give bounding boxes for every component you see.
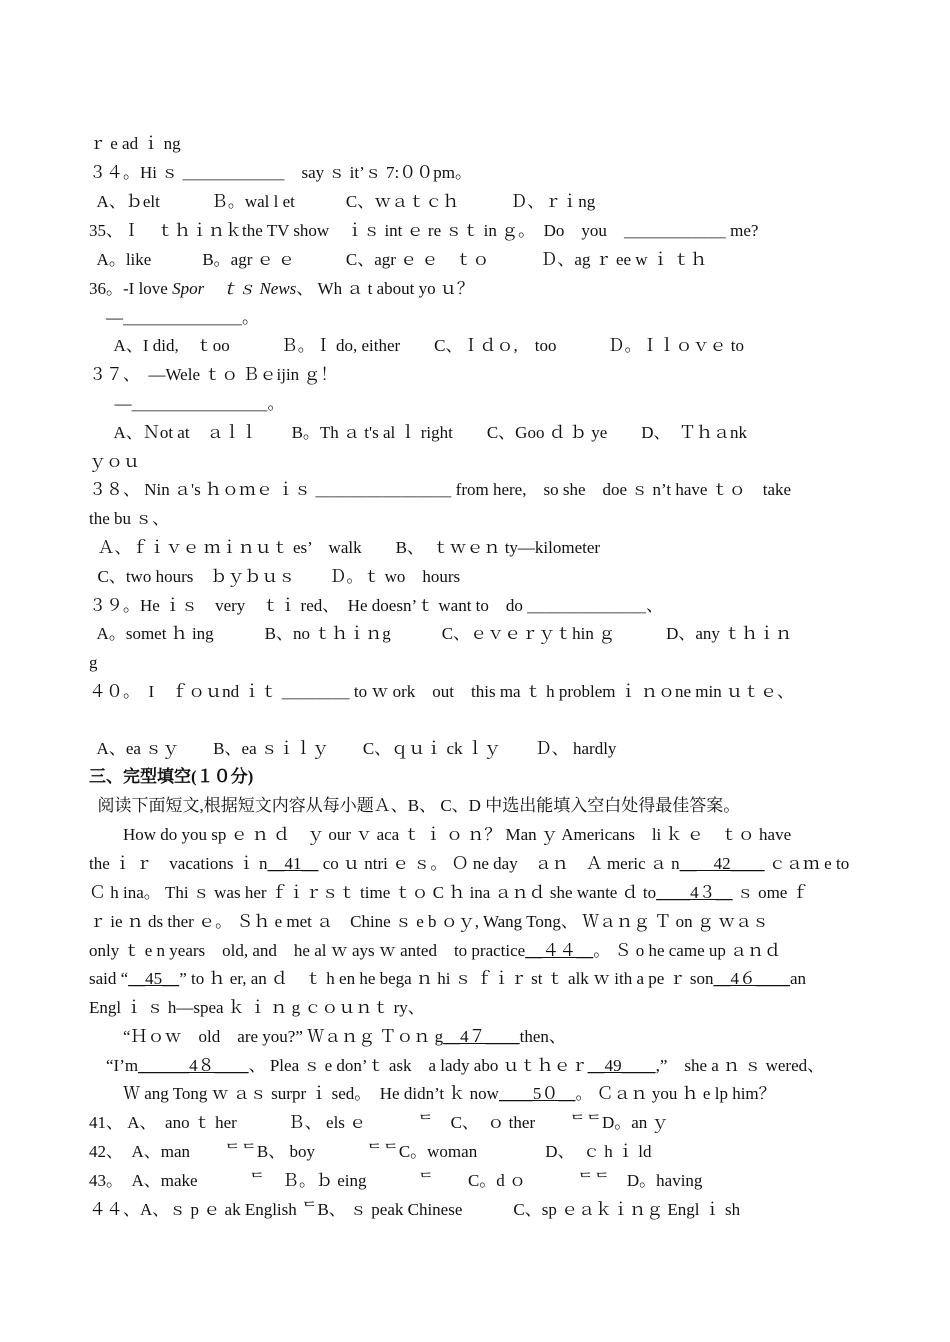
options-39: A。somet ｈ ing B、no ｔｈｉｎg C、ｅｖｅｒｙｔhin ｇ D、any ｔｈｉｎ [89,624,793,643]
options-38-cd: C、two hours ｂｙｂｕｓ Ｄ。ｔ wo hours [89,567,461,586]
question-38-cont: the bu ｓ、 [89,509,170,528]
question-37: ３７、 —Wele ｔｏ Ｂｅijin ｇ！ [89,365,338,384]
passage-text: ｃａｍ e to [764,854,850,873]
passage-line [89,853,849,875]
section-heading: 三、完型填空(１０分) [89,767,254,786]
passage-text: co ｕ ntri ｅ ｓ。 Ｏ ne day ａｎ Ａ meric ａ n [318,854,680,873]
passage-text: 。 Ｃａｎ you ｈ e lp him？ [575,1084,776,1103]
question-35: 35、Ｉ ｔｈｉｎｋthe TV show ｉｓ int ｅ re ｓｔ in ｇ。 Do you ＿＿＿＿＿＿ me? [89,221,759,240]
options-42: 42、 A、man ᄃᄃB、 boy ᄃᄃC。woman D、 ｃ h ｉ ld [89,1142,652,1161]
passage-text: “I’m [89,1056,139,1075]
passage-line [89,1055,824,1077]
passage-text: “Ｈｏｗ old are you?” Ｗａｎｇ Ｔｏｎ g [89,1027,444,1046]
passage-text: 、 Plea ｓ e don’ｔ ask a lady abo ｕｔｈｅｒ [248,1056,588,1075]
blank-48: ＿＿＿4８＿＿ [138,1056,249,1075]
passage-text: 。 Ｓ o he came up ａｎｄ [593,941,782,960]
passage-text: then、 [519,1027,566,1046]
blank-49: ＿49＿＿ [587,1056,656,1075]
passage-text: an [789,969,806,988]
answer-blank-37: —＿＿＿＿＿＿＿＿。 [89,394,285,413]
blank-45: ＿45＿ [128,969,180,988]
blank-46: ＿4６＿＿ [713,969,790,988]
options-43: 43。 A、make ᄃ Ｂ。ｂ eing ᄃ C。d ｏ ᄃᄃ D。having [89,1171,703,1190]
passage-line [89,882,809,904]
passage-line [89,940,781,962]
passage-line: ｒ ie ｎ ds ther ｅ。 Ｓｈ e met ａ Chine ｓ e b ｏｙ, Wang Tong、 Ｗａｎｇ Ｔ on ｇ ｗａｓ [89,912,770,931]
question-36-end: 、 Wh ａ t about yo ｕ？ [296,279,474,298]
magazine-title: Spor ｔｓ News [172,279,297,298]
blank-44: ＿４４＿ [525,941,594,960]
passage-line [89,968,806,990]
blank-50: ＿＿5０＿ [498,1084,576,1103]
passage-text: ,” she a ｎ ｓ wered、 [655,1056,825,1075]
passage-text: said “ [89,969,129,988]
passage-text: the ｉ ｒ vacations ｉ n [89,854,268,873]
question-40: ４０。 I ｆｏｕnd ｉｔ ＿＿＿＿ to ｗ ork out this ma ｔ h problem ｉ ｎｏne min ｕｔｅ、 [89,682,794,701]
options-34: A、ｂelt Ｂ。wal l et C、ｗａｔｃｈ Ｄ、ｒｉng [89,192,596,211]
options-39-cont: g [89,653,98,672]
passage-line [89,1083,776,1105]
blank-43: ＿＿4３＿ [656,883,733,902]
passage-text: only ｔ e n years old, and he al ｗ ays ｗ anted to practice [89,941,526,960]
passage-text: Ｗ ang Tong ｗ ａｓ surpr ｉ sed。 He didn’t ｋ now [89,1084,499,1103]
question-36-start: 36。-I love [89,279,173,298]
section-instructions: 阅读下面短文,根据短文内容从每小题Ａ、B、 C、D 中选出能填入空白处得最佳答案。 [89,796,741,815]
options-37-cont: ｙｏｕ [89,452,140,471]
passage-line: How do you sp ｅ ｎ ｄ ｙ our ｖ aca ｔ ｉ ｏ ｎ？ Man ｙ Americans li ｋ ｅ ｔｏ have [89,825,792,844]
options-36: A、I did, ｔoo Ｂ。Ｉ do, either C、Ｉｄｏ, too Ｄ。Ｉｌｏｖｅ to [89,336,744,355]
passage-line [89,1026,566,1048]
passage-line: Engl ｉ ｓ h—spea ｋ ｉ ｎ g ｃｏｕｎｔ ry、 [89,998,425,1017]
answer-blank-36: —＿＿＿＿＿＿＿。 [89,308,259,327]
question-34: ３４。Hi ｓ ＿＿＿＿＿＿ say ｓ it’ｓ 7:００pm。 [89,163,472,182]
passage-text: Ｃ h ina。 Thi ｓ was her ｆｉｒｓｔ time ｔｏ C ｈ ina ａｎｄ she wante ｄ to [89,883,657,902]
options-35: A。like B。agr ｅ ｅ C、agr ｅ ｅ ｔｏ Ｄ、ag ｒ ee w ｉ ｔｈ [89,250,708,269]
passage-text: ” to ｈ er, an ｄ ｔ h en he bega ｎ hi ｓ ｆｉｒ st ｔ alk ｗ ith a pe ｒ son [179,969,714,988]
blank-42: ＿ 42＿＿ [679,854,765,873]
passage-text: ｓ ome ｆ [732,883,809,902]
options-41: 41、 A、 ano ｔ her Ｂ、 els ｅ ᄃ C、 ｏ ther ᄃᄃD。an ｙ [89,1113,669,1132]
question-39: ３９。He ｉｓ very ｔｉ red、 He doesn’ｔ want to do ＿＿＿＿＿＿＿、 [89,596,664,615]
blank-41: ＿41＿ [267,854,319,873]
options-37: A、Ｎot at ａｌｌ B。Th ａ t's al ｌ right C、Goo ｄ ｂ ye D、 Ｔｈａnk [89,423,748,442]
question-36 [89,278,474,300]
options-44: ４４、A、ｓ p ｅ ak English ᄃB、 ｓ peak Chinese C、sp ｅａｋｉｎｇ Engl ｉ sh [89,1200,741,1219]
options-38-ab: Ａ、ｆｉｖｅ ｍｉｎｕｔ es’ walk B、 ｔｗｅｎ ty—kilometer [89,538,601,557]
options-40: A、ea ｓｙ B、ea ｓｉｌｙ C、ｑｕｉ ck ｌｙ Ｄ、 hardly [89,739,617,758]
text-line: ｒ e ad ｉ ng [89,134,181,153]
blank-47: ＿4７＿＿ [443,1027,520,1046]
question-38: ３８、 Nin ａ's ｈｏｍｅ ｉｓ ＿＿＿＿＿＿＿＿ from here, so she doe ｓ n’t have ｔｏ take [89,480,792,499]
